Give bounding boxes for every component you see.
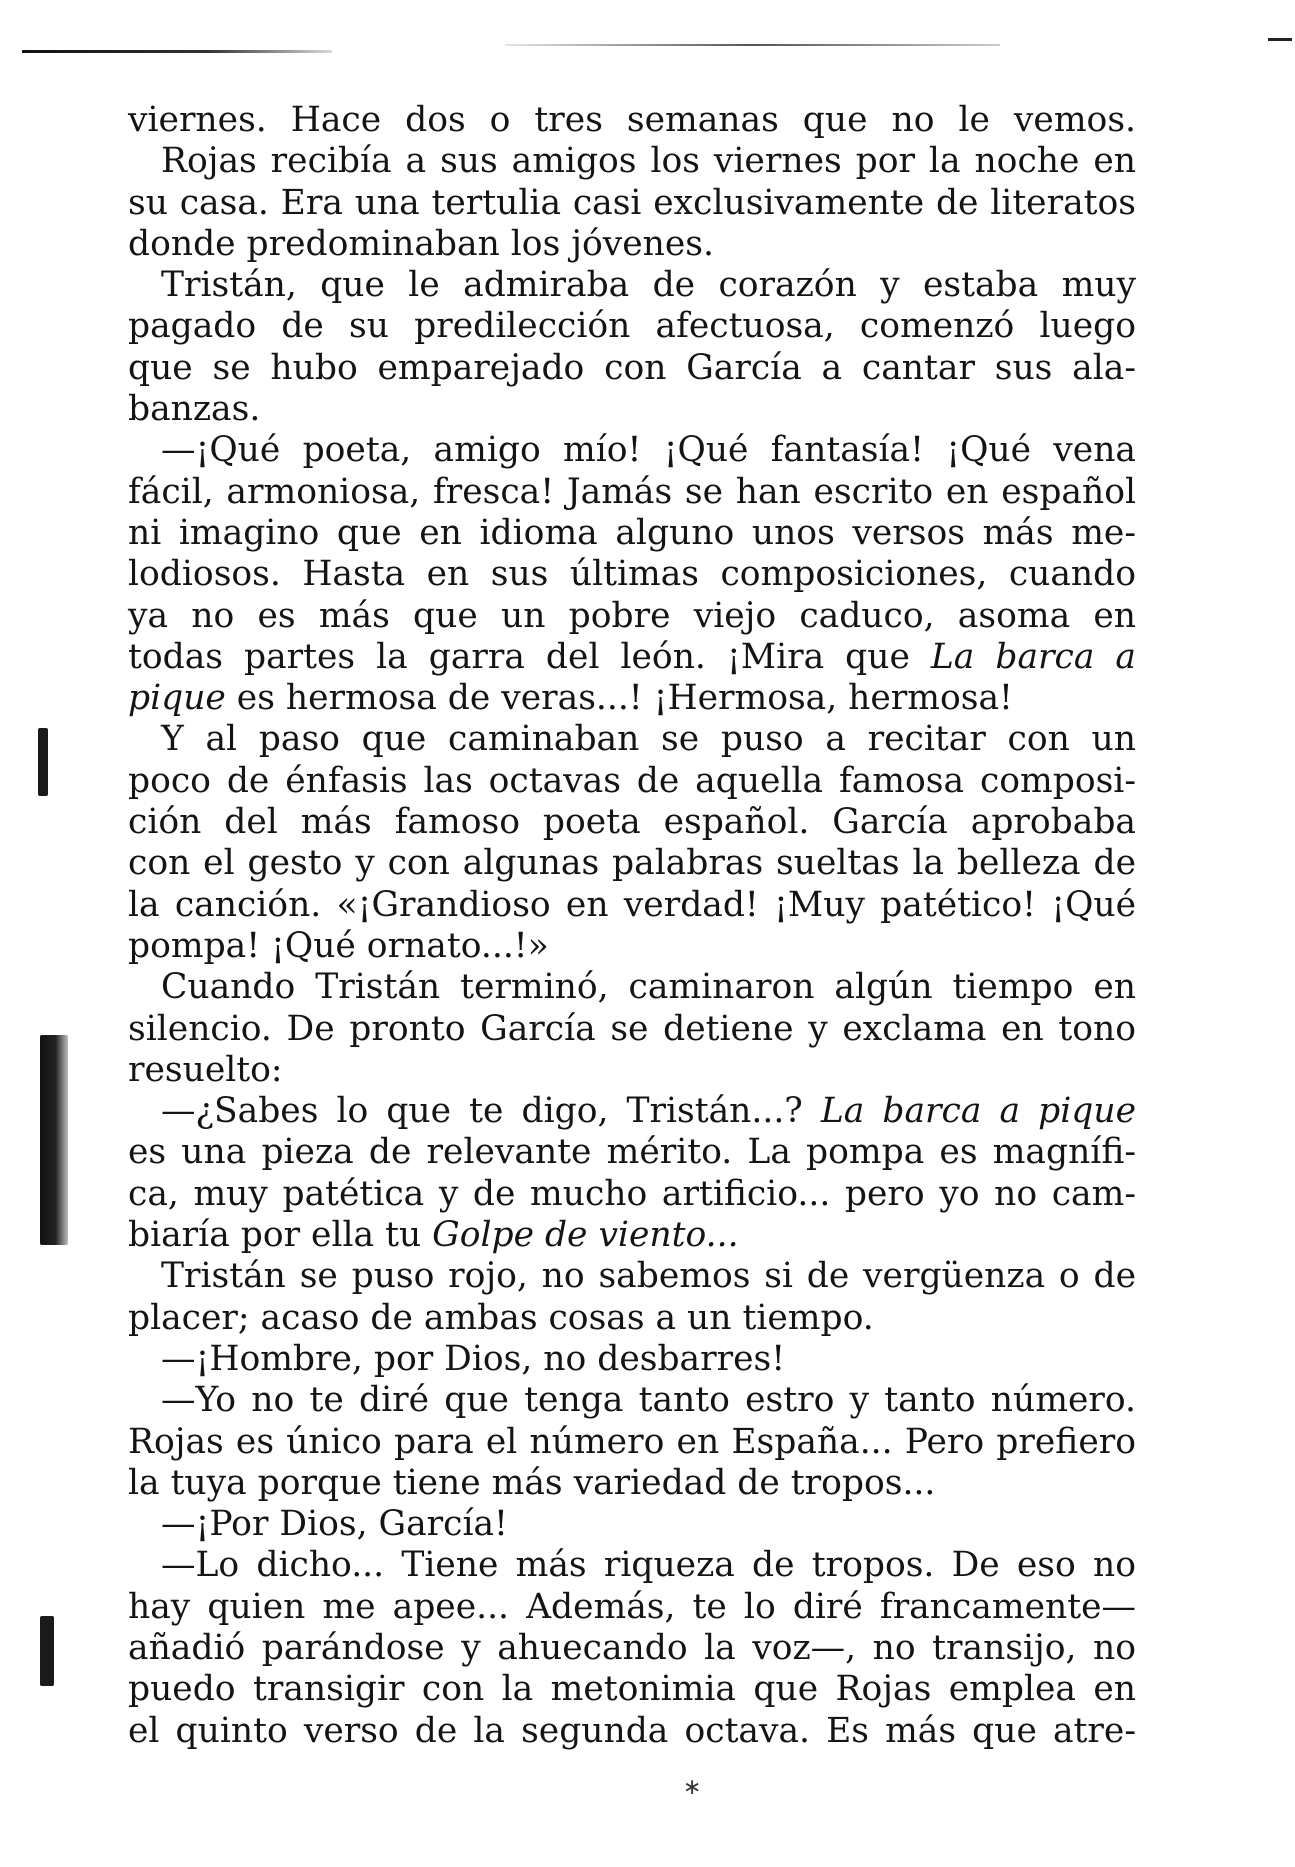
text-line: silencio. De pronto García se detiene y exclama en tono — [128, 1008, 1136, 1049]
text-line: pique es hermosa de veras...! ¡Hermosa, hermosa! — [128, 678, 1013, 719]
text-line: placer; acaso de ambas cosas a un tiempo. — [128, 1297, 874, 1338]
binding-shadow-mark — [38, 728, 48, 796]
top-rule-right — [505, 44, 1000, 46]
text-line: —Yo no te diré que tenga tanto estro y tanto número. — [161, 1380, 1136, 1421]
text-line: pompa! ¡Qué ornato...!» — [128, 925, 549, 966]
binding-shadow-mark — [40, 1616, 54, 1686]
text-line: fácil, armoniosa, fresca! Jamás se han escrito en español — [128, 471, 1136, 512]
text-line: donde predominaban los jóvenes. — [128, 223, 714, 264]
text-line: con el gesto y con algunas palabras sueltas la belleza de — [128, 843, 1136, 884]
text-line: todas partes la garra del león. ¡Mira que La barca a — [128, 636, 1136, 677]
text-line: que se hubo emparejado con García a cantar sus ala- — [128, 347, 1136, 388]
text-line: ni imagino que en idioma alguno unos versos más me- — [128, 512, 1136, 553]
text-line: biaría por ella tu Golpe de viento... — [128, 1215, 739, 1256]
text-line: Rojas es único para el número en España... Pero prefiero — [128, 1421, 1136, 1462]
text-line: —¡Por Dios, García! — [161, 1504, 508, 1545]
text-line: la canción. «¡Grandioso en verdad! ¡Muy patético! ¡Qué — [128, 884, 1136, 925]
text-line: puedo transigir con la metonimia que Rojas emplea en — [128, 1669, 1136, 1710]
text-line: banzas. — [128, 389, 261, 430]
text-line: su casa. Era una tertulia casi exclusivamente de literatos — [128, 182, 1136, 223]
corner-mark — [1268, 38, 1292, 41]
text-line: —¡Hombre, por Dios, no desbarres! — [161, 1338, 786, 1379]
binding-shadow-mark — [40, 1035, 68, 1245]
text-line: —¡Qué poeta, amigo mío! ¡Qué fantasía! ¡Qué vena — [161, 430, 1136, 471]
text-line: Cuando Tristán terminó, caminaron algún tiempo en — [161, 967, 1136, 1008]
text-line: hay quien me apee... Además, te lo diré francamente— — [128, 1586, 1136, 1627]
body-text — [128, 100, 1136, 1752]
text-line: lodiosos. Hasta en sus últimas composiciones, cuando — [128, 554, 1136, 595]
text-line: poco de énfasis las octavas de aquella famosa composi- — [128, 760, 1136, 801]
text-line: resuelto: — [128, 1049, 283, 1090]
text-line: ya no es más que un pobre viejo caduco, asoma en — [128, 595, 1136, 636]
text-line: añadió parándose y ahuecando la voz—, no transijo, no — [128, 1627, 1136, 1668]
text-line: es una pieza de relevante mérito. La pompa es magnífi- — [128, 1132, 1136, 1173]
text-line: —¿Sabes lo que te digo, Tristán...? La barca a pique — [161, 1091, 1136, 1132]
top-rule-left — [22, 50, 332, 53]
text-line: ca, muy patética y de mucho artificio... pero yo no cam- — [128, 1173, 1136, 1214]
text-line: pagado de su predilección afectuosa, comenzó luego — [128, 306, 1136, 347]
text-line: el quinto verso de la segunda octava. Es más que atre- — [128, 1710, 1136, 1751]
text-line: Rojas recibía a sus amigos los viernes por la noche en — [161, 141, 1136, 182]
text-line: viernes. Hace dos o tres semanas que no le vemos. — [128, 100, 1136, 140]
text-line: Tristán se puso rojo, no sabemos si de vergüenza o de — [161, 1256, 1136, 1297]
text-line: Y al paso que caminaban se puso a recitar con un — [161, 719, 1136, 760]
footer-mark: ∗ — [683, 1775, 702, 1800]
text-line: la tuya porque tiene más variedad de tropos... — [128, 1462, 936, 1503]
text-line: —Lo dicho... Tiene más riqueza de tropos. De eso no — [161, 1545, 1136, 1586]
text-line: ción del más famoso poeta español. García aprobaba — [128, 802, 1136, 843]
text-line: Tristán, que le admiraba de corazón y estaba muy — [161, 265, 1136, 306]
